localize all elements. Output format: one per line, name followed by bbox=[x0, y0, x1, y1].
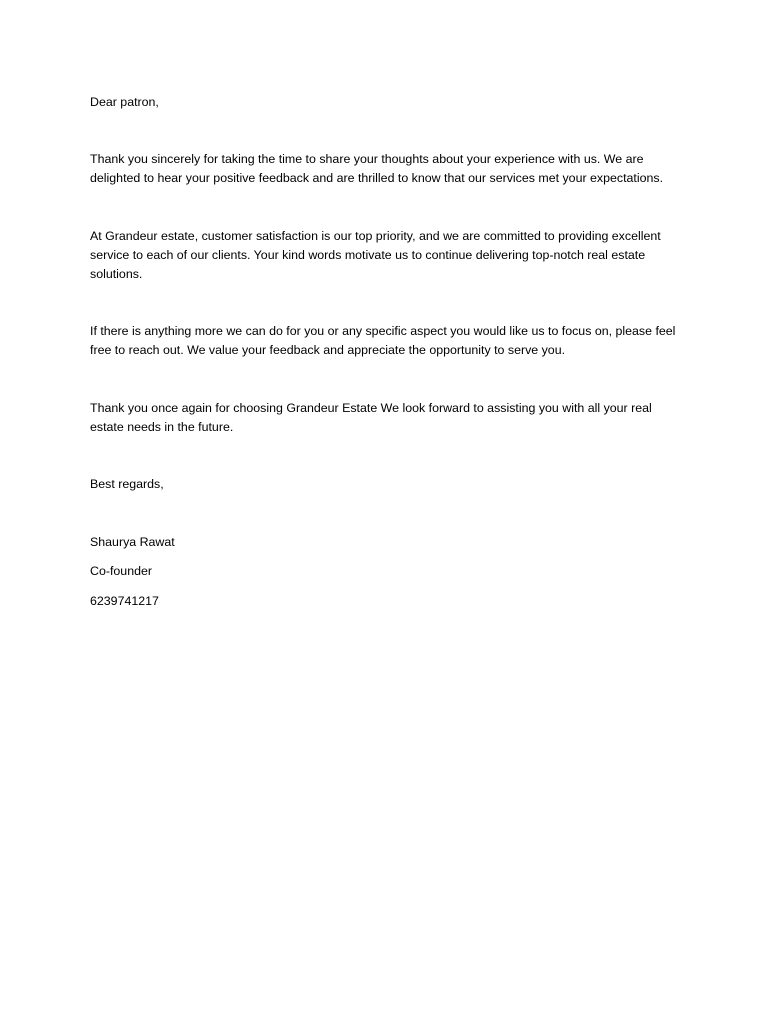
letter-body bbox=[90, 93, 676, 621]
paragraph-closing-thanks: Thank you once again for choosing Grandeur Estate We look forward to assisting you with all your real estate needs in the future. bbox=[90, 400, 652, 434]
signature-phone: 6239741217 bbox=[90, 593, 159, 608]
paragraph-commitment: At Grandeur estate, customer satisfaction is our top priority, and we are committed to providing excellent service to each of our clients. Your kind words motivate us to continue delivering top-notch real estate solutions. bbox=[90, 228, 661, 282]
paragraph-contact: If there is anything more we can do for you or any specific aspect you would like us to focus on, please feel free to reach out. We value your feedback and appreciate the opportunity to serve you. bbox=[90, 324, 676, 358]
signature-name: Shaurya Rawat bbox=[90, 535, 175, 550]
closing: Best regards, bbox=[90, 477, 164, 492]
salutation: Dear patron, bbox=[90, 95, 159, 109]
signature-title: Co-founder bbox=[90, 564, 152, 579]
paragraph-thanks: Thank you sincerely for taking the time to share your thoughts about your experience with us. We are delighted to hear your positive feedback and are thrilled to know that our services met your expectations. bbox=[90, 152, 664, 186]
